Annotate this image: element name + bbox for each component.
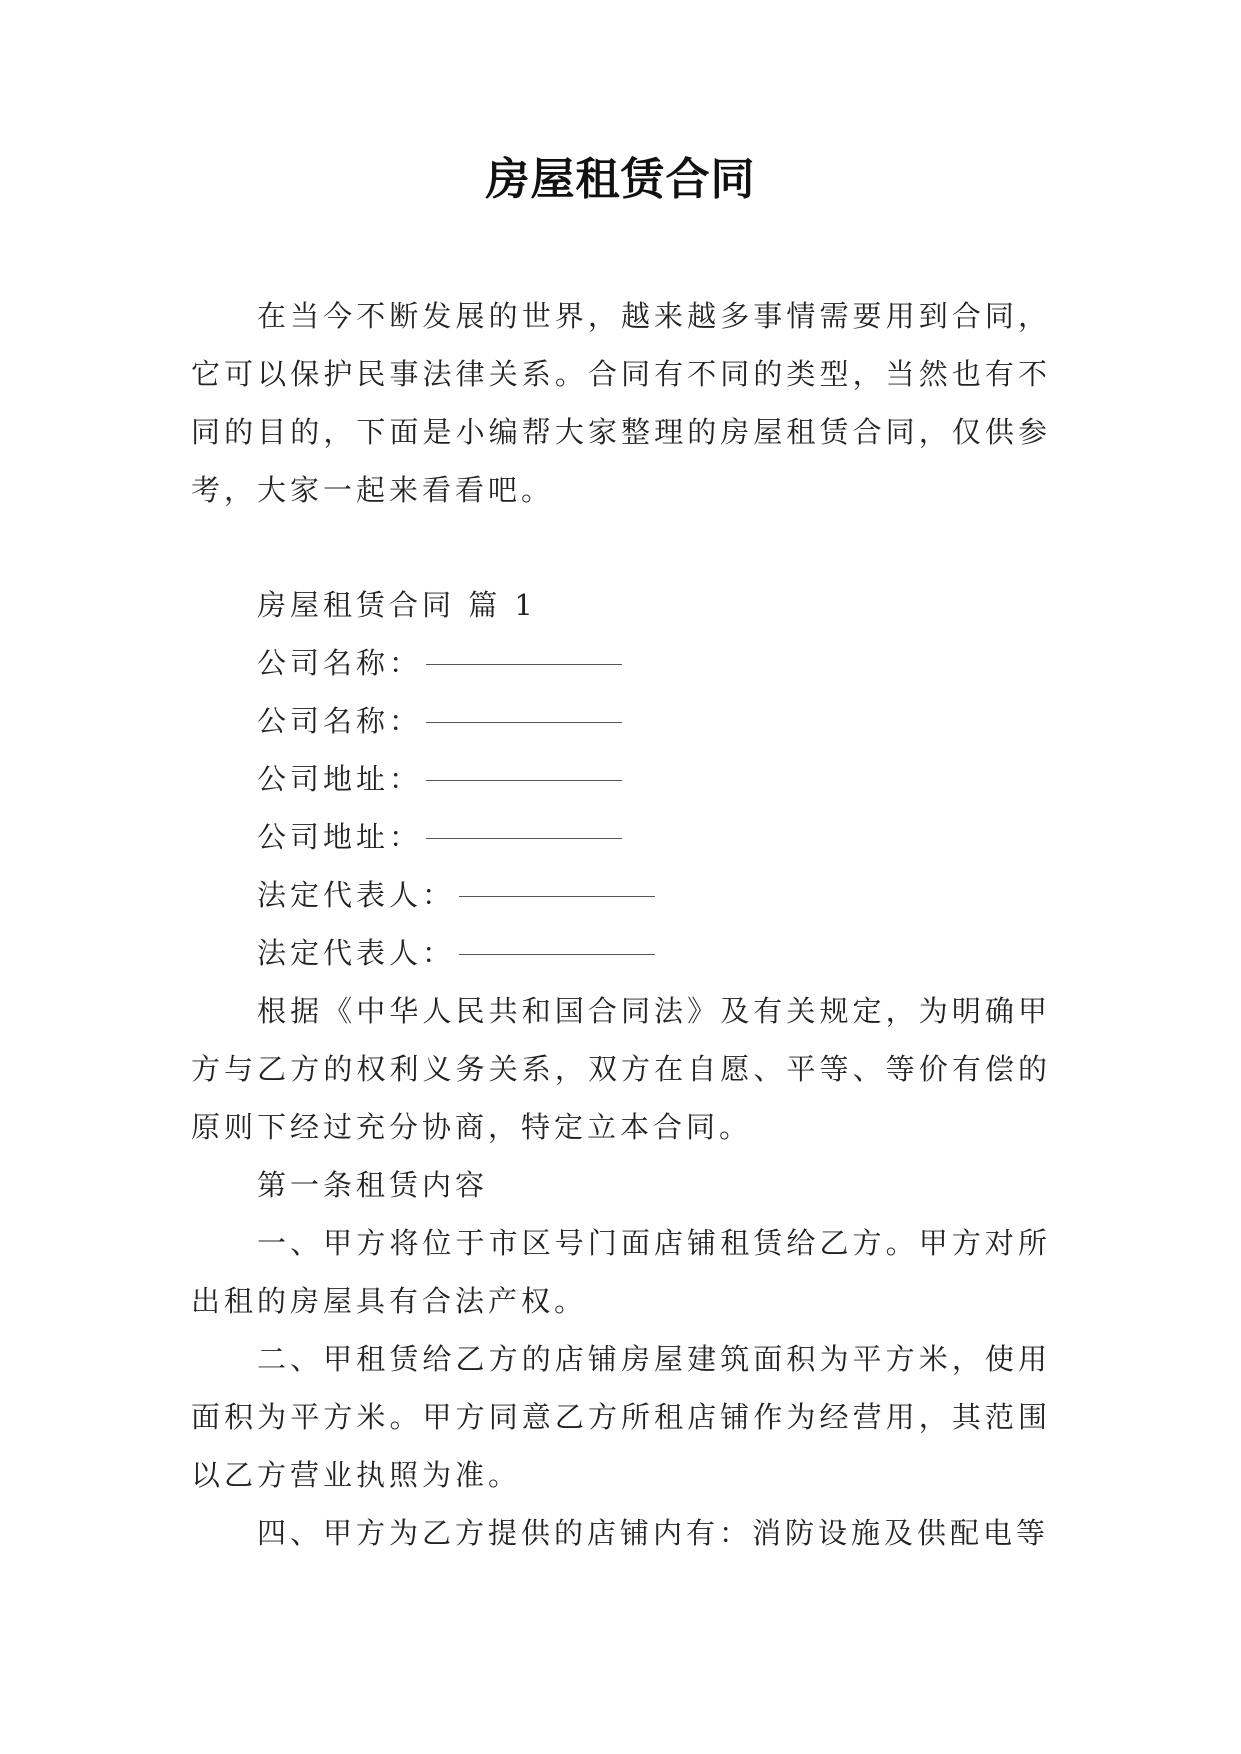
field-label: 法定代表人： <box>257 878 456 912</box>
article-heading: 第一条租赁内容 <box>257 1168 489 1202</box>
company-name-field <box>257 692 622 750</box>
clause-paragraph: 四、甲方为乙方提供的店铺内有：消防设施及供配电等 <box>257 1516 1050 1550</box>
fill-in-blank <box>426 837 622 839</box>
fill-in-blank <box>426 779 622 781</box>
legal-basis-paragraph: 根据《中华人民共和国合同法》及有关规定，为明确甲方与乙方的权利义务关系，双方在自愿、平等、等价有偿的原则下经过充分协商，特定立本合同。 <box>191 994 1051 1144</box>
field-label: 公司名称： <box>257 704 423 738</box>
field-label: 公司地址： <box>257 762 423 796</box>
company-name-field <box>257 634 622 692</box>
field-label: 法定代表人： <box>257 936 456 970</box>
fill-in-blank <box>426 721 622 723</box>
field-label: 公司名称： <box>257 646 423 680</box>
company-address-field <box>257 808 622 866</box>
clause-paragraph: 二、甲租赁给乙方的店铺房屋建筑面积为平方米，使用面积为平方米。甲方同意乙方所租店铺作为经营用，其范围以乙方营业执照为准。 <box>191 1342 1051 1492</box>
legal-representative-field <box>257 866 655 924</box>
fill-in-blank <box>426 663 622 665</box>
field-label: 公司地址： <box>257 820 423 854</box>
clause-paragraph: 一、甲方将位于市区号门面店铺租赁给乙方。甲方对所出租的房屋具有合法产权。 <box>191 1226 1051 1318</box>
section-heading: 房屋租赁合同 篇 1 <box>257 588 537 622</box>
legal-representative-field <box>257 924 655 982</box>
document-title: 房屋租赁合同 <box>485 154 756 205</box>
fill-in-blank <box>459 895 655 897</box>
intro-paragraph: 在当今不断发展的世界，越来越多事情需要用到合同，它可以保护民事法律关系。合同有不同的类型，当然也有不同的目的，下面是小编帮大家整理的房屋租赁合同，仅供参考，大家一起来看看吧。 <box>191 299 1051 507</box>
fill-in-blank <box>459 953 655 955</box>
company-address-field <box>257 750 622 808</box>
